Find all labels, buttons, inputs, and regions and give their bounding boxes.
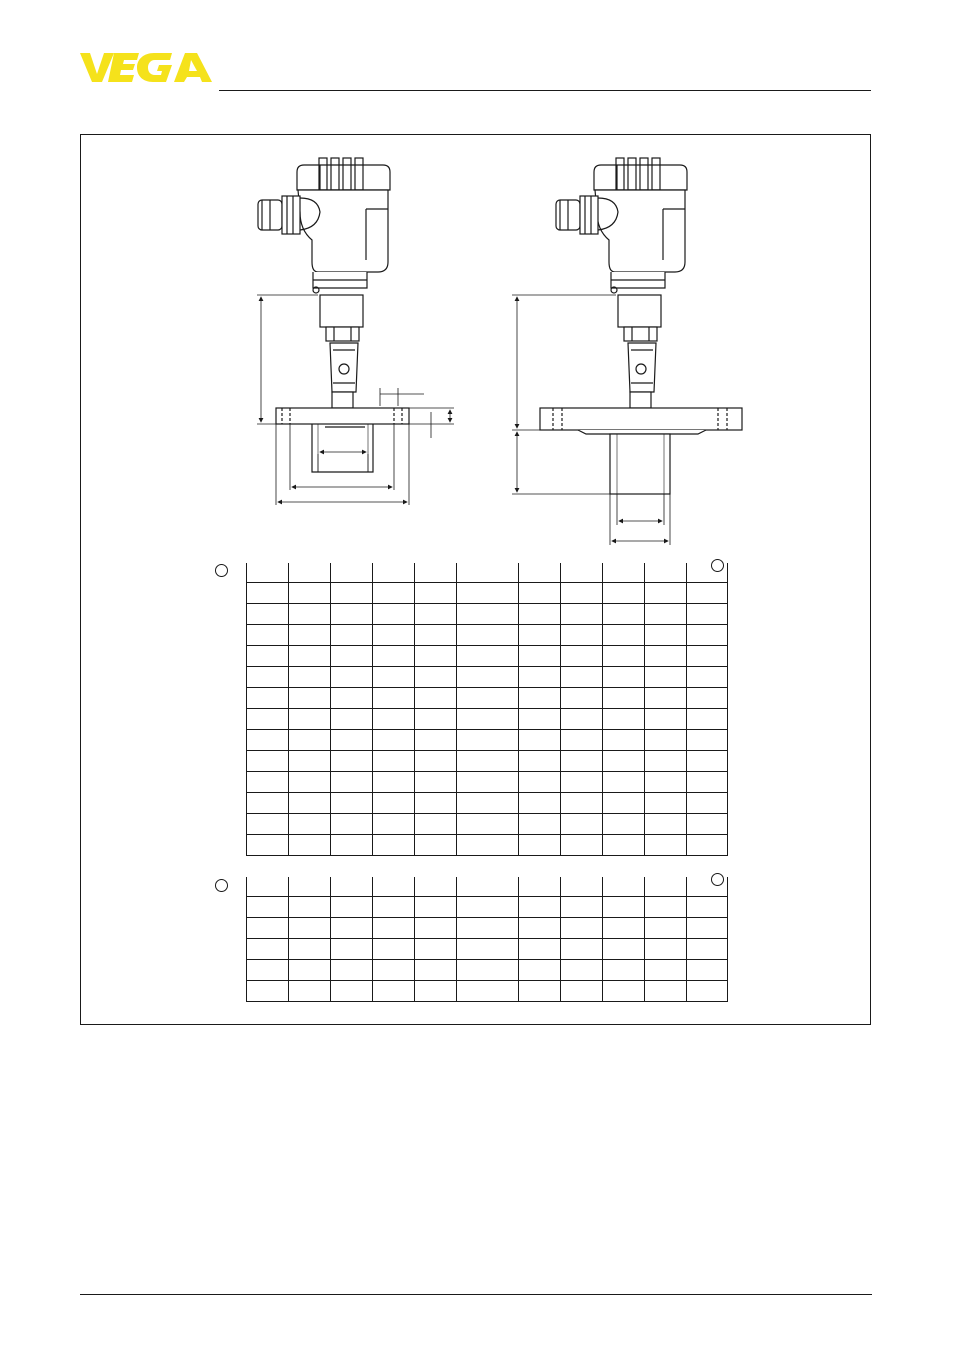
- table-row: [247, 709, 728, 730]
- table-row: [247, 625, 728, 646]
- dimension-table-1: [246, 563, 728, 856]
- table-row: [247, 751, 728, 772]
- table-1-left-circle-marker: [215, 564, 228, 577]
- table-row: [247, 667, 728, 688]
- table-row: [247, 646, 728, 667]
- table-row: [247, 583, 728, 604]
- table-row: [247, 897, 728, 918]
- table-row: [247, 814, 728, 835]
- table-row: [247, 604, 728, 625]
- instrument-left: [258, 158, 409, 472]
- table-row: [247, 730, 728, 751]
- table-row: [247, 981, 728, 1002]
- table-row: [247, 688, 728, 709]
- table-row: [247, 793, 728, 814]
- table-row: [247, 772, 728, 793]
- instrument-right: [540, 158, 742, 494]
- dimension-table-2: [246, 877, 728, 1002]
- table-row: [247, 877, 728, 897]
- table-row: [247, 835, 728, 856]
- table-row: [247, 939, 728, 960]
- table-2-left-circle-marker: [215, 879, 228, 892]
- table-row: [247, 563, 728, 583]
- table-row: [247, 960, 728, 981]
- table-row: [247, 918, 728, 939]
